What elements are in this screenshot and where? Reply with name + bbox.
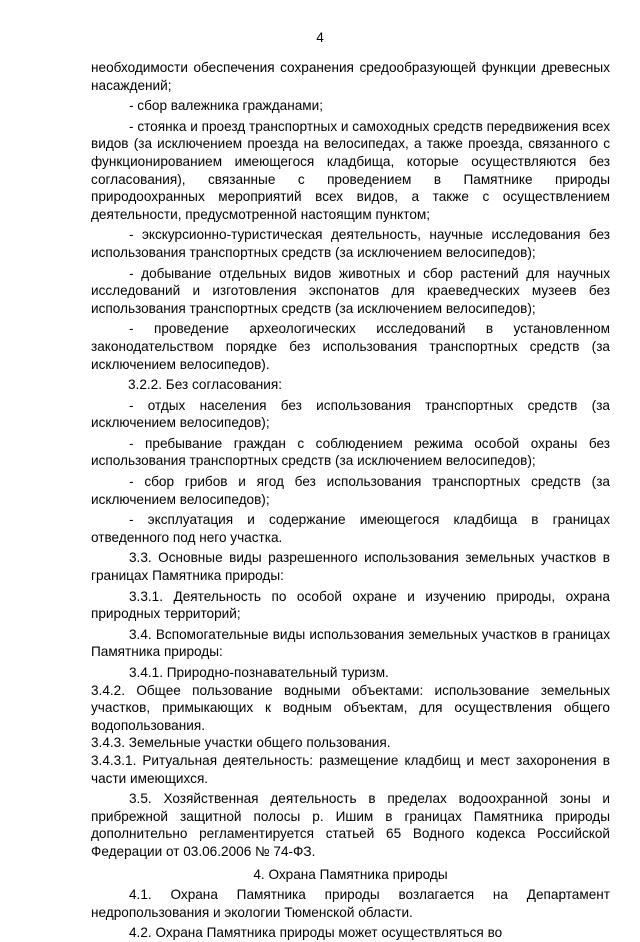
- paragraph: - стоянка и проезд транспортных и самоходных средств передвижения всех видов (за исключением проезда на велосипедах, а также проезда, связанного с функционированием имеющегося кладбища, которые осуществляются без согласования), связанные с проведением в Памятнике природы природоохранных мероприятий всех видов, а также с осуществлением деятельности, предусмотренной настоящим пунктом;: [91, 118, 610, 222]
- paragraph: 4.1. Охрана Памятника природы возлагается на Департамент недропользования и экологии Тюменской области.: [91, 887, 610, 920]
- page-number: 4: [316, 30, 324, 45]
- paragraph: - проведение археологических исследований в установленном законодательством порядке без использования транспортных средств (за исключением велосипедов).: [91, 321, 610, 372]
- paragraph: 3.4.2. Общее пользование водными объектами: использование земельных участков, примыкающих к водным объектам, для осуществления общего водопользования.: [91, 682, 610, 733]
- paragraph: - сбор валежника гражданами;: [129, 98, 323, 114]
- paragraph: 3.2.2. Без согласования:: [128, 377, 283, 393]
- paragraph: - добывание отдельных видов животных и сбор растений для научных исследований и изготовления экспонатов для краеведческих музеев без использования транспортных средств (за исключением велосипедов);: [91, 265, 610, 316]
- paragraph: 4.2. Охрана Памятника природы может осуществляться во: [129, 925, 503, 941]
- paragraph: 3.4.1. Природно-познавательный туризм.: [129, 665, 389, 680]
- paragraph: 3.4. Вспомогательные виды использования земельных участков в границах Памятника природы:: [91, 626, 610, 660]
- document-body: [91, 59, 610, 942]
- paragraph: 3.4.3. Земельные участки общего пользования.: [91, 735, 391, 751]
- paragraph: - отдых населения без использования транспортных средств (за исключением велосипедов);: [91, 397, 610, 431]
- paragraph: необходимости обеспечения сохранения средообразующей функции древесных насаждений;: [91, 60, 610, 93]
- paragraph: 3.5. Хозяйственная деятельность в пределах водоохранной зоны и прибрежной защитной полосы р. Ишим в границах Памятника природы дополнительно регламентируется статьей 65 Водного кодекса Российской Федерации от 03.06.2006 № 74-ФЗ.: [91, 791, 610, 859]
- paragraph: 3.4.3.1. Ритуальная деятельность: размещение кладбищ и мест захоронения в части имеющихся.: [91, 752, 610, 786]
- paragraph: - пребывание граждан с соблюдением режима особой охраны без использования транспортных средств (за исключением велосипедов);: [91, 435, 610, 469]
- section-heading: 4. Охрана Памятника природы: [253, 866, 448, 882]
- paragraph: - эксплуатация и содержание имеющегося кладбища в границах отведенного под него участка.: [91, 512, 610, 545]
- paragraph: 3.3.1. Деятельность по особой охране и изучению природы, охрана природных территорий;: [91, 588, 610, 622]
- paragraph: - сбор грибов и ягод без использования транспортных средств (за исключением велосипедов);: [91, 474, 610, 507]
- paragraph: 3.3. Основные виды разрешенного использования земельных участков в границах Памятника природы:: [91, 550, 610, 584]
- paragraph: - экскурсионно-туристическая деятельность, научные исследования без использования транспортных средств (за исключением велосипедов);: [91, 227, 610, 260]
